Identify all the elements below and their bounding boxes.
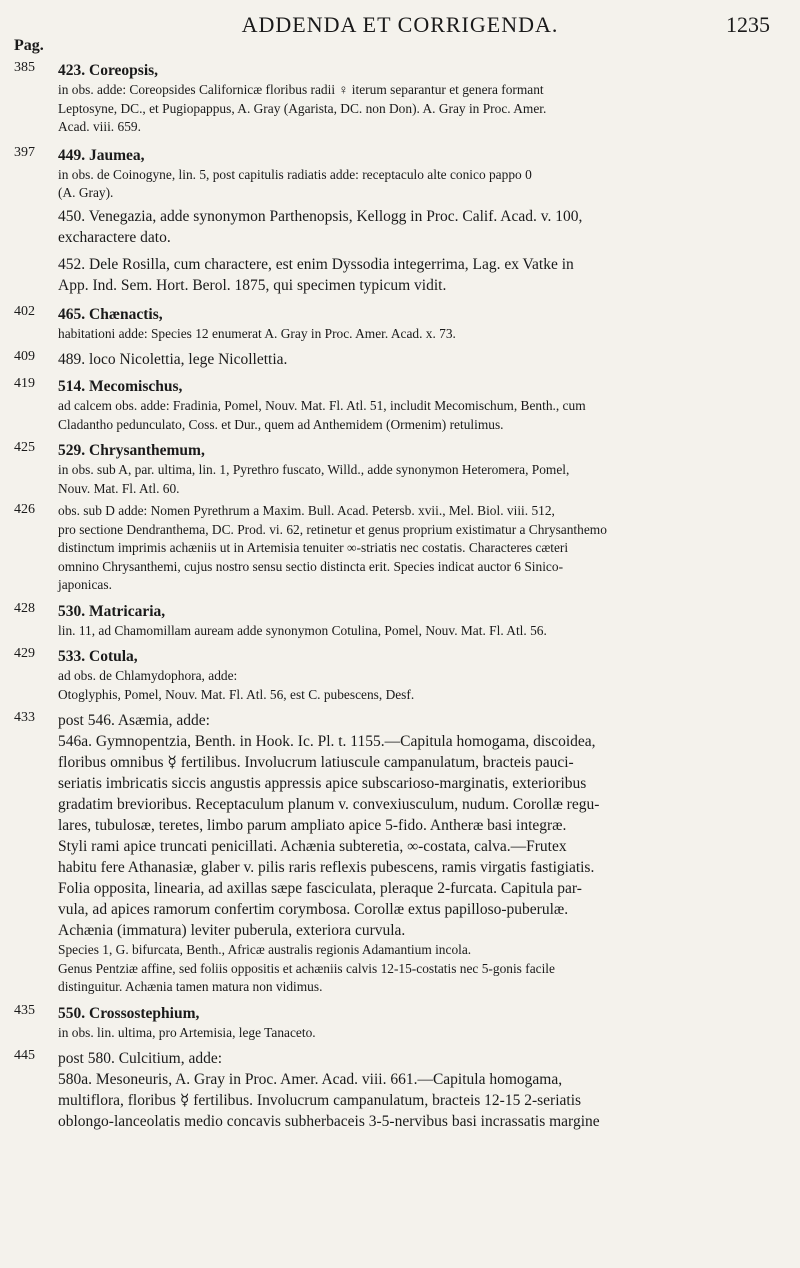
text-line: Otoglyphis, Pomel, Nouv. Mat. Fl. Atl. 56, est C. pubescens, Desf. (58, 686, 415, 702)
text-line: ad obs. de Chlamydophora, adde: (58, 668, 238, 683)
errata-entry (14, 145, 786, 296)
text-line: in obs. adde: Coreopsides Californicæ floribus radii ♀ iterum separantur et genera formant (58, 82, 544, 97)
text-line: floribus omnibus ☿ fertilibus. Involucrum latiuscule campanulatum, bracteis pauci- (58, 754, 574, 771)
text-line: App. Ind. Sem. Hort. Berol. 1875, qui specimen typicum vidit. (58, 276, 447, 294)
text-line: ad calcem obs. adde: Fradinia, Pomel, Nouv. Mat. Fl. Atl. 51, includit Mecomischum, Benth., cum (58, 398, 586, 413)
text-line: 423. Coreopsis, (58, 62, 159, 79)
page-reference: 435 (14, 1002, 35, 1018)
text-line: 529. Chrysanthemum, (58, 442, 205, 459)
text-line: habitu fere Athanasiæ, glaber v. pilis raris reflexis pubescens, ramis virgatis fastigiatis. (58, 859, 595, 876)
page-header (0, 0, 800, 40)
text-line: in obs. sub A, par. ultima, lin. 1, Pyrethro fuscato, Willd., adde synonymon Heteromera, Pomel, (58, 462, 570, 477)
text-line: vula, ad apices ramorum confertim corymbosa. Corollæ extus papilloso-puberulæ. (58, 901, 569, 918)
errata-entry (14, 440, 786, 498)
text-line: japonicas. (58, 577, 112, 592)
page-reference: 402 (14, 303, 35, 319)
running-title: ADDENDA ET CORRIGENDA. (241, 12, 559, 37)
errata-entry (14, 601, 786, 641)
text-line: in obs. de Coinogyne, lin. 5, post capitulis radiatis adde: receptaculo alte conico pappo 0 (58, 166, 532, 182)
text-line: pro sectione Dendranthema, DC. Prod. vi. 62, retinetur et genus proprium existimatur a Chrysanthemo (58, 521, 607, 537)
text-line: Achænia (immatura) leviter puberula, exteriora curvula. (58, 922, 406, 939)
errata-entry (14, 502, 786, 595)
text-line: 530. Matricaria, (58, 602, 166, 620)
errata-entry (14, 60, 786, 137)
text-line: lares, tubulosæ, teretes, limbo parum ampliato apice 5-fido. Antheræ basi integræ. (58, 817, 567, 834)
text-line: post 546. Asæmia, adde: (58, 712, 210, 729)
text-line: distinctum imprimis achæniis ut in Artemisia tenuiter ∞-striatis nec costatis. Characteres cæteri (58, 540, 569, 555)
text-line: 533. Cotula, (58, 648, 138, 665)
page-reference: 425 (14, 440, 35, 455)
errata-entry (14, 646, 786, 704)
pag-column-label: Pag. (14, 37, 44, 54)
page-reference: 429 (14, 646, 35, 661)
text-line: 450. Venegazia, adde synonymon Parthenopsis, Kellogg in Proc. Calif. Acad. v. 100, (58, 207, 583, 225)
text-line: 489. loco Nicolettia, lege Nicollettia. (58, 351, 288, 368)
text-line: Acad. viii. 659. (58, 119, 141, 134)
text-line: (A. Gray). (58, 185, 114, 200)
page-number: 1235 (726, 12, 770, 37)
text-line: 452. Dele Rosilla, cum charactere, est enim Dyssodia integerrima, Lag. ex Vatke in (58, 255, 574, 273)
page-reference: 409 (14, 349, 35, 364)
text-line: lin. 11, ad Chamomillam auream adde synonymon Cotulina, Pomel, Nouv. Mat. Fl. Atl. 56. (58, 622, 547, 638)
text-line: obs. sub D adde: Nomen Pyrethrum a Maxim. Bull. Acad. Petersb. xvii., Mel. Biol. viii. 512, (58, 503, 555, 518)
text-line: omnino Chrysanthemi, cujus nostro sensu sectio distincta erit. Species indicat auctor 6 Sinico- (58, 558, 564, 574)
page-reference: 385 (14, 60, 35, 75)
text-line: excharactere dato. (58, 228, 171, 246)
text-line: Leptosyne, DC., et Pugiopappus, A. Gray (Agarista, DC. non Don). A. Gray in Proc. Amer. (58, 100, 547, 116)
text-line: 550. Crossostephium, (58, 1004, 200, 1022)
page-reference: 426 (14, 502, 35, 517)
text-line: habitationi adde: Species 12 enumerat A. Gray in Proc. Amer. Acad. x. 73. (58, 325, 456, 341)
text-line: 546a. Gymnopentzia, Benth. in Hook. Ic. Pl. t. 1155.—Capitula homogama, discoidea, (58, 733, 596, 750)
errata-entry (14, 1048, 786, 1132)
text-line: multiflora, floribus ☿ fertilibus. Involucrum campanulatum, bracteis 12-15 2-seriatis (58, 1092, 582, 1109)
text-line: Styli rami apice truncati penicillati. Achænia subteretia, ∞-costata, calva.—Frutex (58, 838, 567, 855)
text-line: 465. Chænactis, (58, 305, 163, 323)
text-line: gradatim brevioribus. Receptaculum planum v. convexiusculum, nudum. Corollæ regu- (58, 796, 600, 813)
page-reference: 419 (14, 376, 35, 391)
text-line: post 580. Culcitium, adde: (58, 1050, 223, 1067)
page-reference: 428 (14, 600, 35, 616)
page-reference: 445 (14, 1048, 35, 1063)
text-line: seriatis imbricatis siccis angustis appressis apice subscarioso-marginatis, exterioribus (58, 775, 587, 792)
text-line: Nouv. Mat. Fl. Atl. 60. (58, 480, 180, 496)
text-line: 580a. Mesoneuris, A. Gray in Proc. Amer. Acad. viii. 661.—Capitula homogama, (58, 1071, 563, 1088)
text-line: distinguitur. Achænia tamen matura non vidimus. (58, 979, 323, 994)
errata-body (14, 54, 786, 1132)
text-line: Species 1, G. bifurcata, Benth., Africæ australis regionis Adamantium incola. (58, 942, 472, 957)
page-reference: 397 (14, 144, 35, 160)
errata-entry (14, 1003, 786, 1043)
errata-entry (14, 349, 786, 370)
errata-entry (14, 304, 786, 344)
text-line: 514. Mecomischus, (58, 378, 183, 395)
text-line: in obs. lin. ultima, pro Artemisia, lege Tanaceto. (58, 1024, 316, 1040)
errata-entry (14, 376, 786, 434)
page-reference: 433 (14, 710, 35, 725)
text-line: Cladantho pedunculato, Coss. et Dur., quem ad Anthemidem (Ormenim) retulimus. (58, 416, 504, 432)
text-line: Genus Pentziæ affine, sed foliis oppositis et achæniis calvis 12-15-costatis nec 5-gonis facile (58, 960, 555, 976)
text-line: oblongo-lanceolatis medio concavis subherbaceis 3-5-nervibus basi incrassatis margine (58, 1113, 600, 1130)
text-line: 449. Jaumea, (58, 146, 145, 164)
text-line: Folia opposita, linearia, ad axillas sæpe fasciculata, pleraque 2-furcata. Capitula par- (58, 880, 582, 897)
errata-entry (14, 710, 786, 997)
